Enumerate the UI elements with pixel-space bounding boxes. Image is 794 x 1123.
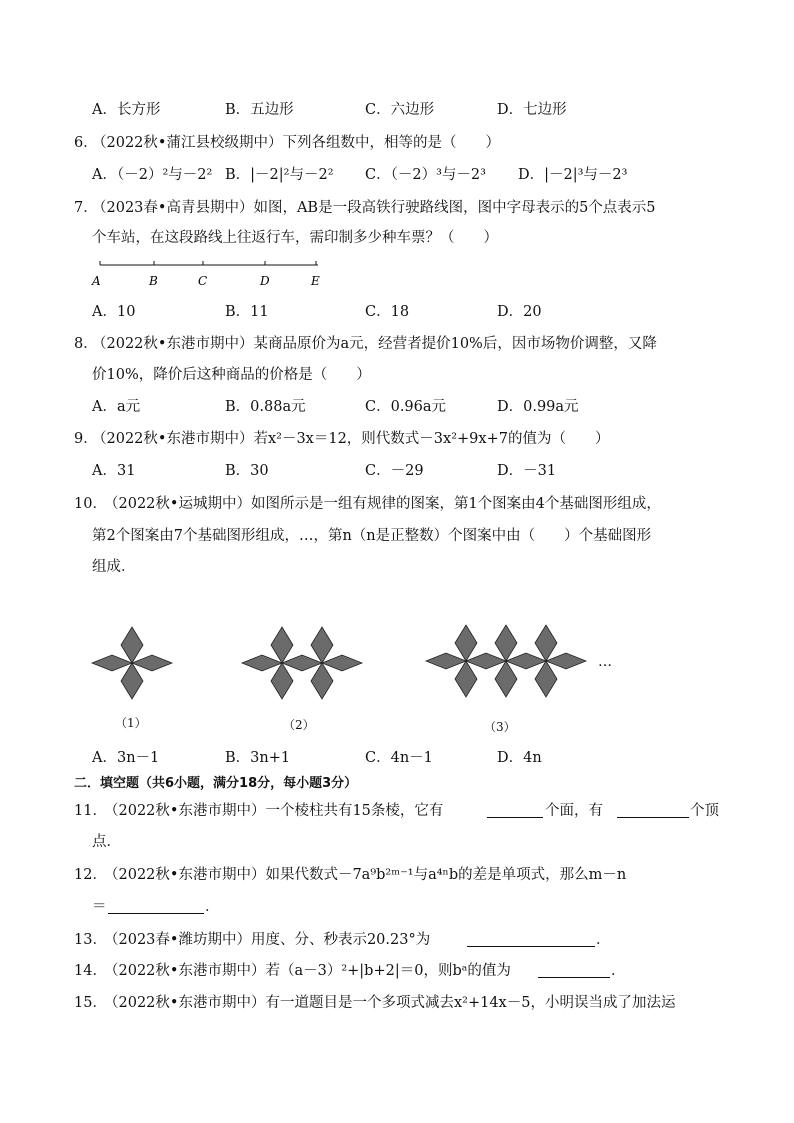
q5-option-a: A．长方形: [92, 102, 161, 118]
point-label-e: E: [311, 274, 320, 288]
q8-number: 8．: [74, 336, 98, 352]
q13-end: ．: [596, 932, 611, 948]
q6-option-b: B．|－2|²与－2²: [225, 167, 334, 183]
q8-option-a: A．a元: [92, 399, 141, 415]
q8-option-b: B．0.88a元: [225, 399, 306, 415]
q14-end: ．: [611, 963, 626, 979]
q10-number: 10．: [74, 496, 107, 512]
q10-option-b: B．3n+1: [225, 750, 291, 766]
q10-option-c: C．4n－1: [365, 750, 433, 766]
q8-line-2: 价10%，降价后这种商品的价格是（ ）: [92, 367, 371, 383]
q10-line-1: （2022秋•运城期中）如图所示是一组有规律的图案，第1个图案由4个基础图形组成，: [104, 496, 661, 512]
pattern-figure-3: [426, 625, 586, 697]
q7-number: 7．: [74, 200, 98, 216]
q9-option-b: B．30: [225, 463, 269, 479]
q11-blank-vertices[interactable]: [617, 803, 689, 818]
q12-end: ．: [205, 899, 220, 915]
q6-number: 6．: [74, 135, 98, 151]
q11-text-b: 个面，有: [545, 803, 603, 819]
q11-text-a: （2022秋•东港市期中）一个棱柱共有15条棱，它有: [104, 803, 444, 819]
q11-blank-faces[interactable]: [487, 803, 543, 818]
route-line-figure: [88, 258, 328, 294]
q15-number: 15．: [74, 995, 107, 1011]
q11-line-2: 点．: [92, 834, 121, 850]
q12-line-1: （2022秋•东港市期中）如果代数式－7a⁹b²ᵐ⁻¹与a⁴ⁿb的差是单项式，那么m－n: [104, 867, 627, 883]
q9-option-d: D．－31: [497, 463, 557, 479]
q10-option-a: A．3n－1: [92, 750, 160, 766]
q9-option-c: C．－29: [365, 463, 424, 479]
q15-line-1: （2022秋•东港市期中）有一道题目是一个多项式减去x²+14x－5，小明误当成了加法运: [104, 995, 676, 1011]
pattern-figure-2: [242, 627, 362, 699]
figure-label-2: （2）: [283, 718, 315, 732]
q7-line-2: 个车站，在这段路线上往返行车，需印制多少种车票？（ ）: [92, 230, 498, 246]
q10-line-2: 第2个图案由7个基础图形组成，…，第n（n是正整数）个图案中由（ ）个基础图形: [92, 528, 652, 544]
pattern-figure-1: [92, 627, 172, 699]
figure-label-1: （1）: [115, 716, 147, 730]
q9-text: （2022秋•东港市期中）若x²－3x＝12，则代数式－3x²+9x+7的值为（ ）: [92, 431, 610, 447]
q13-text: （2023春•潍坊期中）用度、分、秒表示20.23°为: [104, 932, 431, 948]
q14-blank[interactable]: [538, 963, 610, 978]
q13-blank[interactable]: [467, 932, 595, 947]
q5-option-c: C．六边形: [365, 102, 435, 118]
q7-option-c: C．18: [365, 304, 410, 320]
q6-text: （2022秋•蒲江县校级期中）下列各组数中，相等的是（ ）: [92, 135, 500, 151]
section-2-heading: 二．填空题（共6小题，满分18分，每小题3分）: [74, 776, 358, 791]
q10-line-3: 组成．: [92, 559, 136, 575]
q7-option-b: B．11: [225, 304, 269, 320]
q6-option-c: C．（－2）³与－2³: [365, 167, 486, 183]
point-label-a: A: [92, 274, 101, 288]
q6-option-a: A．（－2）²与－2²: [92, 167, 213, 183]
q11-number: 11．: [74, 803, 107, 819]
q14-text: （2022秋•东港市期中）若（a－3）²+|b+2|＝0，则bᵃ的值为: [104, 963, 511, 979]
q12-blank[interactable]: [108, 899, 204, 914]
q13-number: 13．: [74, 932, 107, 948]
q12-number: 12．: [74, 867, 107, 883]
q9-option-a: A．31: [92, 463, 136, 479]
figure-label-3: （3）: [484, 720, 516, 734]
q7-option-d: D．20: [497, 304, 542, 320]
point-label-c: C: [198, 274, 208, 288]
q6-option-d: D．|－2|³与－2³: [518, 167, 628, 183]
q5-option-b: B．五边形: [225, 102, 294, 118]
pattern-ellipsis: …: [598, 654, 612, 670]
q14-number: 14．: [74, 963, 107, 979]
q10-option-d: D．4n: [497, 750, 542, 766]
q8-option-c: C．0.96a元: [365, 399, 447, 415]
point-label-d: D: [260, 274, 270, 288]
q7-option-a: A．10: [92, 304, 136, 320]
point-label-b: B: [149, 274, 158, 288]
q9-number: 9．: [74, 431, 98, 447]
q8-line-1: （2022秋•东港市期中）某商品原价为a元，经营者提价10%后，因市场物价调整，又降: [92, 336, 657, 352]
pattern-figures: [85, 615, 645, 715]
q7-line-1: （2023春•高青县期中）如图，AB是一段高铁行驶路线图，图中字母表示的5个点表示5: [92, 200, 656, 216]
q5-option-d: D．七边形: [497, 102, 567, 118]
q11-text-c: 个顶: [690, 803, 719, 819]
q12-equals: ＝: [92, 899, 107, 915]
q8-option-d: D．0.99a元: [497, 399, 579, 415]
